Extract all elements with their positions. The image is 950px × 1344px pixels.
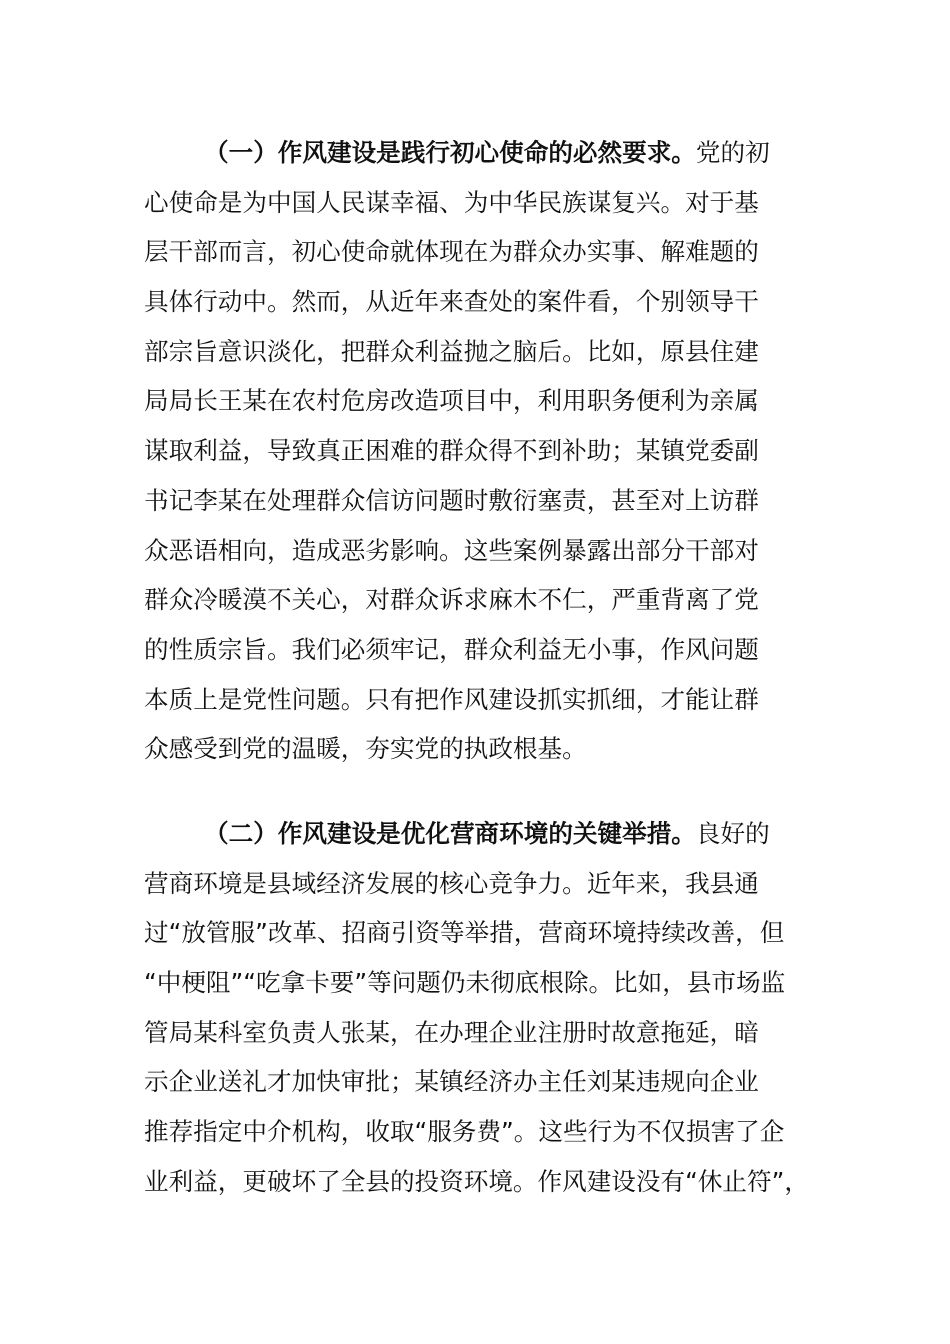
paragraph-work-style-mission (144, 128, 834, 774)
text-line: 层干部而言，初心使命就体现在为群众办实事、解难题的 (144, 237, 759, 267)
paragraph-heading: （二）作风建设是优化营商环境的关键举措。 (204, 819, 696, 848)
text-line: 群众冷暖漠不关心，对群众诉求麻木不仁，严重背离了党 (144, 585, 759, 615)
paragraph-heading: （一）作风建设是践行初心使命的必然要求。 (204, 138, 696, 167)
text-line: 谋取利益，导致真正困难的群众得不到补助；某镇党委副 (144, 436, 759, 466)
text-line: 本质上是党性问题。只有把作风建设抓实抓细，才能让群 (144, 684, 759, 714)
paragraph-business-environment (144, 809, 834, 1207)
paragraph-text: 良好的 (695, 819, 770, 848)
text-line: 部宗旨意识淡化，把群众利益抛之脑后。比如，原县住建 (144, 336, 759, 366)
text-line: 心使命是为中国人民谋幸福、为中华民族谋复兴。对于基 (144, 187, 759, 217)
text-line: 推荐指定中介机构，收取“服务费”。这些行为不仅损害了企 (144, 1117, 785, 1147)
text-line: 具体行动中。然而，从近年来查处的案件看，个别领导干 (144, 287, 759, 317)
text-line: 众恶语相向，造成恶劣影响。这些案例暴露出部分干部对 (144, 535, 759, 565)
text-line: 管局某科室负责人张某，在办理企业注册时故意拖延，暗 (144, 1017, 759, 1047)
text-line: 的性质宗旨。我们必须牢记，群众利益无小事，作风问题 (144, 634, 759, 664)
text-line: 众感受到党的温暖，夯实党的执政根基。 (144, 734, 587, 764)
text-line: 书记李某在处理群众信访问题时敷衍塞责，甚至对上访群 (144, 485, 759, 515)
text-line: 局局长王某在农村危房改造项目中，利用职务便利为亲属 (144, 386, 759, 416)
paragraph-text: 党的初 (695, 138, 770, 167)
text-line: 营商环境是县域经济发展的核心竞争力。近年来，我县通 (144, 868, 759, 898)
paragraph-first-line (144, 809, 834, 859)
text-line: 过“放管服”改革、招商引资等举措，营商环境持续改善，但 (144, 918, 785, 948)
text-line: 示企业送礼才加快审批；某镇经济办主任刘某违规向企业 (144, 1067, 759, 1097)
paragraph-first-line (144, 128, 834, 178)
text-line: “中梗阻”“吃拿卡要”等问题仍未彻底根除。比如，县市场监 (144, 968, 786, 998)
text-line: 业利益，更破坏了全县的投资环境。作风建设没有“休止符”， (144, 1166, 809, 1196)
